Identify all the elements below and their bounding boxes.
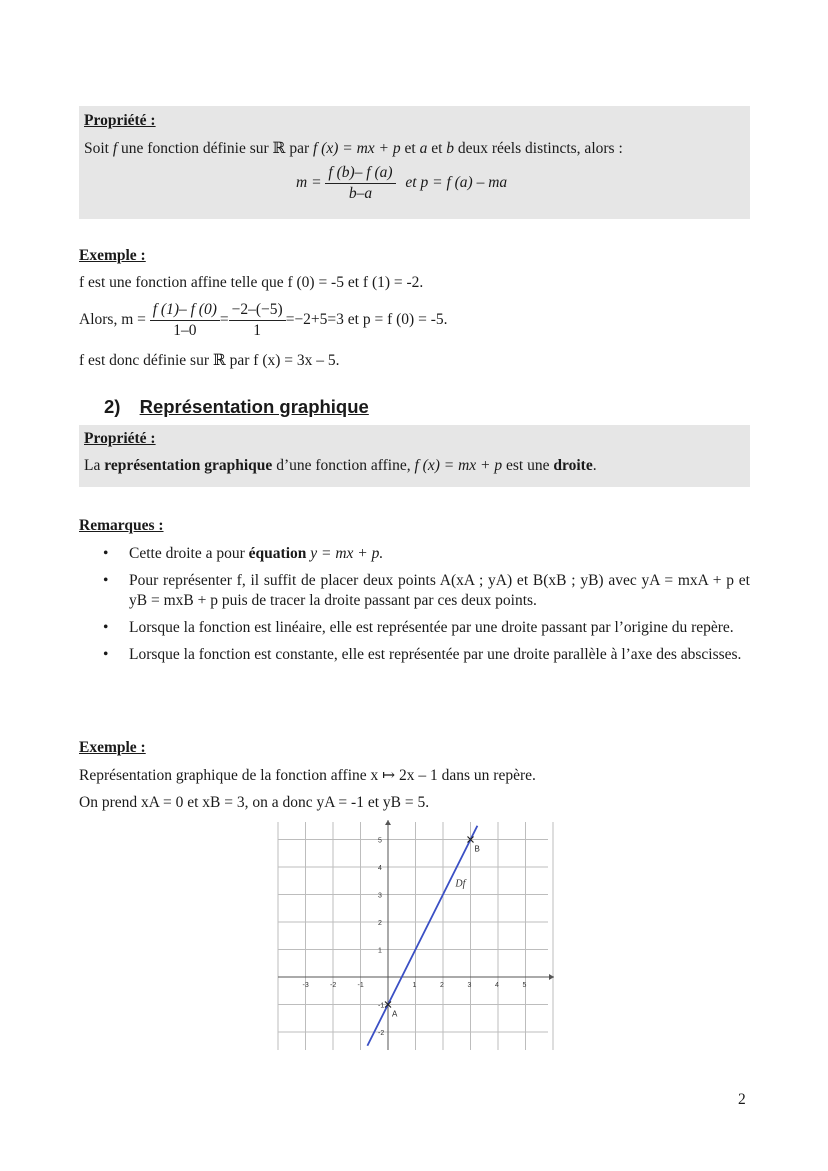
x-tick-label: -3 — [302, 982, 309, 989]
function-graph — [270, 818, 560, 1050]
point-label: A — [392, 1009, 398, 1019]
y-tick-label: 5 — [378, 837, 382, 845]
slope-formula: m = $\frac{f (b)- f (a)}{b-a}$ et p = f (a) – ma — [296, 164, 508, 202]
x-tick-label: -2 — [330, 982, 337, 989]
x-tick-label: 3 — [467, 982, 472, 989]
list-item: • Pour représenter f, il suffit de placer deux points A(xA ; yA) et B(xB ; yB) avec yA = mxA + p et yB = mxB + p puis de tracer la droite passant par ces deux points. — [103, 572, 750, 609]
remarks-list — [79, 544, 750, 672]
y-tick-label: 3 — [378, 892, 382, 900]
example-calculation: Alors, m = $\frac{f (1)- f (0)}{1-0}$ = $\frac{-2-(-5)}{1}$ =−2+5=3 et p = f (0) = -5. — [79, 301, 448, 339]
curve-label: Df — [455, 878, 466, 890]
property-box-2 — [79, 425, 750, 487]
property-statement: Soit f une fonction définie sur ℝ par f (x) = mx + p et a et b deux réels distincts, alors : — [84, 140, 623, 157]
calc-fraction-1: $\frac{f (1)- f (0)}{1-0}$ — [150, 301, 220, 340]
example-title-2: Exemple : — [79, 739, 146, 756]
property-statement-2: La représentation graphique d’une fonction affine, f (x) = mx + p est une droite. — [84, 457, 597, 474]
example-conclusion: f est donc définie sur ℝ par f (x) = 3x – 5. — [79, 352, 340, 369]
points — [385, 837, 480, 1019]
x-tick-label: -1 — [357, 982, 364, 989]
example-2-line-1: Représentation graphique de la fonction affine x ↦ 2x – 1 dans un repère. — [79, 767, 536, 784]
bullet: • — [103, 619, 109, 636]
point-label: B — [474, 844, 480, 854]
x-tick-label: 5 — [522, 982, 527, 989]
series-line — [367, 826, 477, 1046]
page-number: 2 — [738, 1091, 746, 1108]
list-item: • Cette droite a pour équation y = mx + p. — [103, 545, 384, 562]
calc-fraction-2: $\frac{-2-(-5)}{1}$ — [229, 301, 286, 340]
example-title: Exemple : — [79, 247, 146, 264]
series — [367, 826, 477, 1046]
example-2-line-2: On prend xA = 0 et xB = 3, on a donc yA = -1 et yB = 5. — [79, 794, 430, 811]
list-item: • Lorsque la fonction est linéaire, elle est représentée par une droite passant par l’origine du repère. — [103, 619, 734, 636]
y-tick-label: 4 — [378, 865, 382, 872]
section-heading: 2) Représentation graphique — [104, 396, 369, 417]
property-title-2: Propriété : — [84, 430, 156, 447]
y-tick-label: -2 — [378, 1030, 385, 1037]
y-tick-label: 2 — [378, 920, 382, 927]
bullet: • — [103, 646, 109, 663]
y-axis-arrow — [385, 820, 391, 825]
x-tick-label: 2 — [440, 982, 444, 989]
y-tick-label: -1 — [378, 1002, 385, 1010]
bullet: • — [103, 572, 109, 589]
x-tick-label: 4 — [495, 982, 499, 989]
x-tick-label: 1 — [412, 982, 417, 989]
remarks-title: Remarques : — [79, 517, 164, 534]
y-tick-label: 1 — [378, 947, 382, 955]
slope-fraction: $\frac{f (b)- f (a)}{b-a}$ — [325, 164, 395, 203]
list-item: • Lorsque la fonction est constante, elle est représentée par une droite parallèle à l’axe des abscisses. — [103, 646, 742, 663]
example-line-1: f est une fonction affine telle que f (0) = -5 et f (1) = -2. — [79, 274, 424, 291]
property-title: Propriété : — [84, 112, 156, 129]
grid — [278, 822, 553, 1050]
bullet: • — [103, 545, 109, 562]
